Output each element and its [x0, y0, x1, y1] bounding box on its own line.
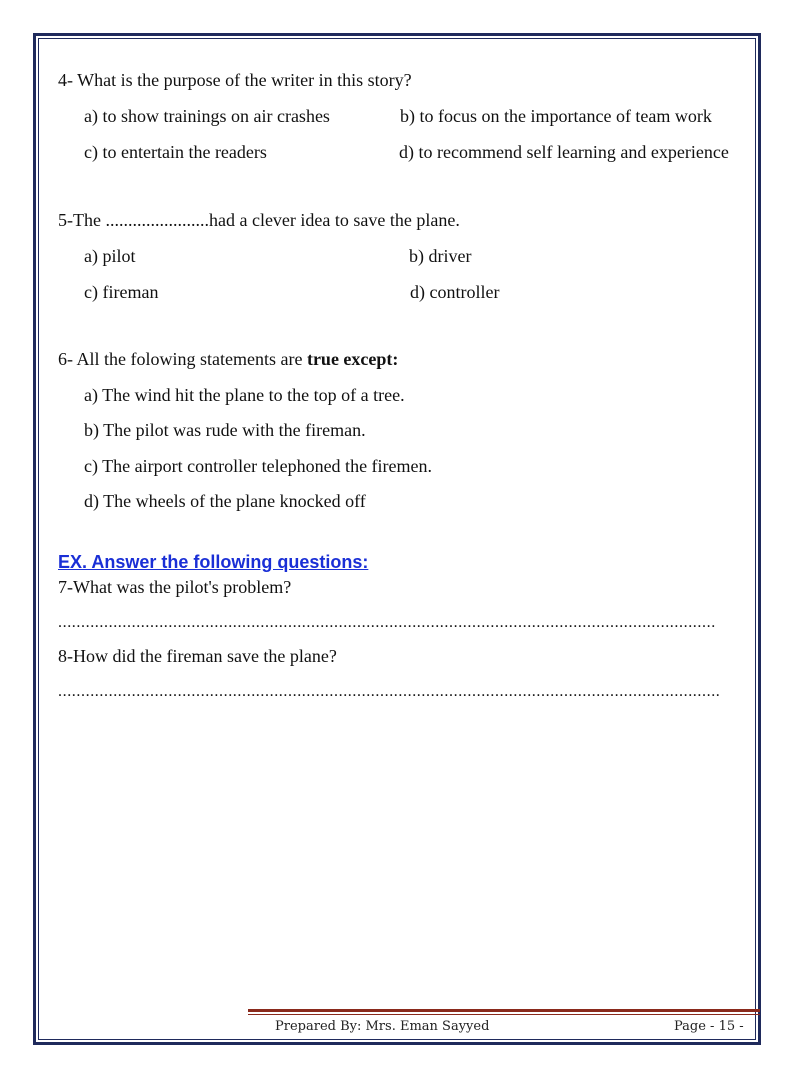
answer-line-8: ................................................................................................................................................ — [58, 683, 721, 700]
q6-option-a: a) The wind hit the plane to the top of a tree. — [84, 385, 405, 405]
page-border-inner — [38, 38, 756, 1040]
q5-option-a: a) pilot — [84, 246, 136, 266]
q6-option-d: d) The wheels of the plane knocked off — [84, 491, 366, 511]
q5-option-c: c) fireman — [84, 282, 159, 302]
q4-option-b: b) to focus on the importance of team work — [400, 106, 712, 126]
question-7: 7-What was the pilot's problem? — [58, 577, 292, 597]
q5-option-b: b) driver — [409, 246, 472, 266]
footer-author: Prepared By: Mrs. Eman Sayyed — [275, 1019, 490, 1034]
question-4: 4- What is the purpose of the writer in this story? — [58, 70, 412, 90]
answer-line-7: ............................................................................................................................................... — [58, 614, 716, 631]
question-5: 5-The .......................had a clever idea to save the plane. — [58, 210, 460, 230]
footer-rule-thin — [248, 1014, 760, 1015]
section-heading: EX. Answer the following questions: — [58, 552, 369, 572]
question-6 — [58, 348, 398, 370]
q4-option-c: c) to entertain the readers — [84, 142, 267, 162]
footer-page-number: Page - 15 - — [674, 1019, 744, 1034]
q5-option-d: d) controller — [410, 282, 500, 302]
q4-option-d: d) to recommend self learning and experience — [399, 142, 729, 162]
q6-option-b: b) The pilot was rude with the fireman. — [84, 420, 366, 440]
q6-option-c: c) The airport controller telephoned the firemen. — [84, 456, 433, 476]
question-6-emphasis: true except: — [306, 349, 399, 369]
footer-rule — [248, 1009, 760, 1012]
question-8: 8-How did the fireman save the plane? — [58, 646, 337, 666]
q4-option-a: a) to show trainings on air crashes — [84, 106, 330, 126]
question-6-text: 6- All the folowing statements are — [58, 349, 307, 369]
